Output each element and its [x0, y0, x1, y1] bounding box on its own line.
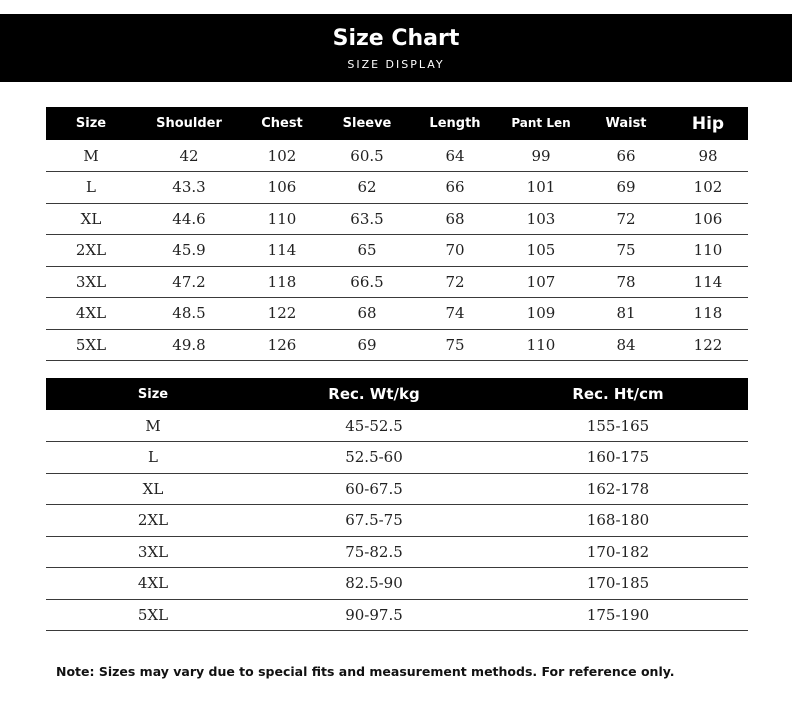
table-row — [46, 568, 748, 600]
column-header-shoulder: Shoulder — [136, 107, 242, 140]
cell-rec-weight: 67.5-75 — [260, 505, 488, 537]
cell-sleeve: 60.5 — [322, 140, 412, 172]
table-row — [46, 329, 748, 361]
column-header-hip: Hip — [668, 107, 748, 140]
table-row — [46, 203, 748, 235]
cell-size: 3XL — [46, 266, 136, 298]
cell-sleeve: 62 — [322, 172, 412, 204]
cell-length: 70 — [412, 235, 498, 267]
column-header-chest: Chest — [242, 107, 322, 140]
cell-chest: 118 — [242, 266, 322, 298]
cell-rec-weight: 45-52.5 — [260, 410, 488, 442]
cell-shoulder: 42 — [136, 140, 242, 172]
cell-size: 5XL — [46, 329, 136, 361]
cell-rec-height: 170-185 — [488, 568, 748, 600]
cell-shoulder: 47.2 — [136, 266, 242, 298]
cell-length: 64 — [412, 140, 498, 172]
table-row — [46, 410, 748, 442]
cell-length: 72 — [412, 266, 498, 298]
page-subtitle: SIZE DISPLAY — [347, 58, 445, 71]
cell-pant-len: 105 — [498, 235, 584, 267]
table-header-row — [46, 107, 748, 140]
table-row — [46, 172, 748, 204]
table-row — [46, 442, 748, 474]
cell-size: M — [46, 140, 136, 172]
table-row — [46, 599, 748, 631]
cell-pant-len: 110 — [498, 329, 584, 361]
table-row — [46, 505, 748, 537]
column-header-pant-len: Pant Len — [498, 107, 584, 140]
cell-waist: 66 — [584, 140, 668, 172]
cell-rec-height: 175-190 — [488, 599, 748, 631]
cell-rec-height: 162-178 — [488, 473, 748, 505]
cell-rec-weight: 52.5-60 — [260, 442, 488, 474]
cell-size: M — [46, 410, 260, 442]
cell-length: 74 — [412, 298, 498, 330]
table-row — [46, 140, 748, 172]
cell-hip: 110 — [668, 235, 748, 267]
cell-chest: 126 — [242, 329, 322, 361]
cell-length: 68 — [412, 203, 498, 235]
column-header-rec-height: Rec. Ht/cm — [488, 378, 748, 410]
cell-waist: 75 — [584, 235, 668, 267]
cell-pant-len: 107 — [498, 266, 584, 298]
cell-shoulder: 43.3 — [136, 172, 242, 204]
cell-hip: 122 — [668, 329, 748, 361]
column-header-size: Size — [46, 107, 136, 140]
cell-chest: 114 — [242, 235, 322, 267]
cell-hip: 114 — [668, 266, 748, 298]
cell-waist: 81 — [584, 298, 668, 330]
cell-rec-weight: 60-67.5 — [260, 473, 488, 505]
cell-size: L — [46, 172, 136, 204]
size-measurement-table — [46, 107, 748, 361]
recommendation-table — [46, 378, 748, 631]
cell-rec-weight: 82.5-90 — [260, 568, 488, 600]
table-row — [46, 266, 748, 298]
cell-size: 2XL — [46, 505, 260, 537]
cell-waist: 69 — [584, 172, 668, 204]
cell-length: 66 — [412, 172, 498, 204]
cell-hip: 118 — [668, 298, 748, 330]
cell-chest: 106 — [242, 172, 322, 204]
cell-waist: 84 — [584, 329, 668, 361]
cell-shoulder: 45.9 — [136, 235, 242, 267]
cell-sleeve: 63.5 — [322, 203, 412, 235]
cell-sleeve: 65 — [322, 235, 412, 267]
cell-rec-height: 155-165 — [488, 410, 748, 442]
cell-rec-weight: 75-82.5 — [260, 536, 488, 568]
cell-size: 4XL — [46, 298, 136, 330]
column-header-sleeve: Sleeve — [322, 107, 412, 140]
cell-size: 4XL — [46, 568, 260, 600]
column-header-waist: Waist — [584, 107, 668, 140]
cell-shoulder: 48.5 — [136, 298, 242, 330]
cell-waist: 72 — [584, 203, 668, 235]
cell-chest: 122 — [242, 298, 322, 330]
cell-rec-weight: 90-97.5 — [260, 599, 488, 631]
cell-sleeve: 68 — [322, 298, 412, 330]
table-row — [46, 536, 748, 568]
table-row — [46, 298, 748, 330]
page-title: Size Chart — [332, 26, 460, 51]
cell-pant-len: 101 — [498, 172, 584, 204]
cell-size: L — [46, 442, 260, 474]
column-header-size: Size — [46, 378, 260, 410]
table-header-row — [46, 378, 748, 410]
cell-rec-height: 170-182 — [488, 536, 748, 568]
cell-size: XL — [46, 473, 260, 505]
column-header-rec-weight: Rec. Wt/kg — [260, 378, 488, 410]
cell-size: XL — [46, 203, 136, 235]
cell-rec-height: 160-175 — [488, 442, 748, 474]
table-row — [46, 473, 748, 505]
cell-sleeve: 69 — [322, 329, 412, 361]
cell-hip: 106 — [668, 203, 748, 235]
cell-chest: 102 — [242, 140, 322, 172]
cell-hip: 102 — [668, 172, 748, 204]
cell-pant-len: 103 — [498, 203, 584, 235]
column-header-length: Length — [412, 107, 498, 140]
cell-size: 2XL — [46, 235, 136, 267]
table-row — [46, 235, 748, 267]
cell-waist: 78 — [584, 266, 668, 298]
cell-chest: 110 — [242, 203, 322, 235]
cell-rec-height: 168-180 — [488, 505, 748, 537]
disclaimer-note: Note: Sizes may vary due to special fits and measurement methods. For reference only. — [56, 664, 675, 679]
cell-length: 75 — [412, 329, 498, 361]
cell-size: 5XL — [46, 599, 260, 631]
cell-size: 3XL — [46, 536, 260, 568]
cell-pant-len: 99 — [498, 140, 584, 172]
cell-sleeve: 66.5 — [322, 266, 412, 298]
cell-hip: 98 — [668, 140, 748, 172]
cell-shoulder: 49.8 — [136, 329, 242, 361]
header-banner — [0, 14, 792, 82]
cell-pant-len: 109 — [498, 298, 584, 330]
cell-shoulder: 44.6 — [136, 203, 242, 235]
